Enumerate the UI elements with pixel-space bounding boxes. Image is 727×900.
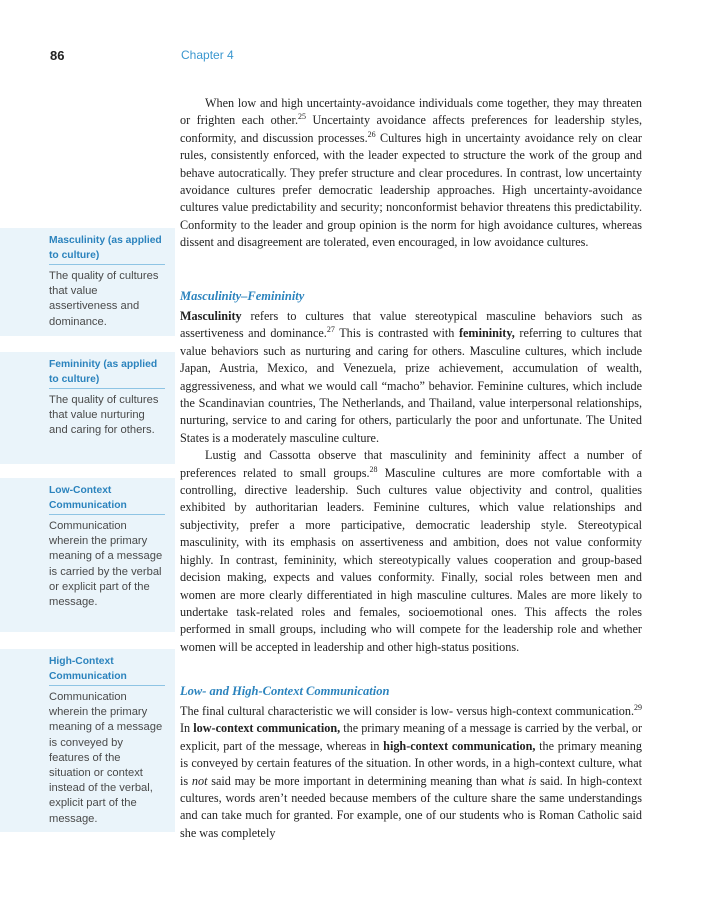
chapter-label: Chapter 4 — [181, 48, 234, 62]
paragraph-lustig-cassotta: Lustig and Cassotta observe that masculinity and femininity affect a number of preferences related to small groups.$^{28}$ Masculine cultures are more comfortable with a controlling, directive leadership. Such cultures value objectivity and control, qualities exhibited by authoritarian leaders. Feminine cultures, which value relationships and subjectivity, prefer a more participative, democratic leadership style. Stereotypical masculinity, with its emphasis on assertiveness and ambition, does not value conformity highly. In contrast, femininity, which stereotypically values cooperation and group-based decision making, expects and values conformity. Finally, social roles between men and women are more clearly differentiated in high masculine cultures. Males are more likely to undertake task-related roles and females, socioemotional ones. This affects the roles performed in small groups, including who will compete for the leadership role and whether women will be accepted in leadership and other high-status positions. — [180, 448, 642, 654]
glossary-definition: The quality of cultures that value assertiveness and dominance. — [49, 270, 159, 328]
glossary-term: High-Context Communication — [49, 654, 165, 686]
glossary-high-context — [0, 649, 175, 832]
page-number: 86 — [50, 48, 65, 63]
glossary-term: Femininity (as applied to culture) — [49, 357, 165, 389]
paragraph-context-communication: The final cultural characteristic we will consider is low- versus high-context communication.$^{29}$ In low-context communication, the primary meaning of a message is carried by the verbal, or explicit, part of the message, whereas in high-context communication, the primary meaning is conveyed by certain features of the situation. In other words, in a high-context culture, what is not said may be more important in determining meaning than what is said. In high-context cultures, words aren’t needed because members of the culture share the same understandings and can take much for granted. For example, one of our students who is Roman Catholic said she was completely — [180, 702, 643, 840]
paragraph-uncertainty-avoidance: When low and high uncertainty-avoidance individuals come together, they may threaten or frighten each other.$^{25}$ Uncertainty avoidance affects preferences for leadership styles, conformity, and discussion processes.$^{26}$ Cultures high in uncertainty avoidance rely on clear rules, consistently enforced, with the leader expected to structure the work of the group and behave autocratically. They prefer structure and clear procedures. In contrast, low uncertainty avoidance cultures prefer democratic leadership approaches. High uncertainty-avoidance cultures value predictability and security; nonconformist behavior threatens this predictability. Conformity to the leader and group opinion is the norm for high avoidance cultures, whereas dissent and disagreement are tolerated, even encouraged, in low avoidance cultures. — [180, 96, 642, 250]
glossary-definition: Communication wherein the primary meaning of a message is carried by the verbal or explicit part of the message. — [49, 520, 163, 609]
glossary-femininity — [0, 352, 175, 464]
section-heading-masculinity-femininity: Masculinity–Femininity — [180, 289, 305, 303]
glossary-definition: The quality of cultures that value nurturing and caring for others. — [49, 394, 159, 437]
paragraph-masculinity: Masculinity refers to cultures that value stereotypical masculine behaviors such as assertiveness and dominance.$^{27}$ This is contrasted with femininity, referring to cultures that value behaviors such as nurturing and caring for others. Masculine cultures, which include Japan, Austria, Mexico, and Venezuela, prize achievement, accumulation of wealth, aggressiveness, and what we would call “macho” behavior. Feminine cultures, which include the Scandinavian countries, The Netherlands, and Thailand, value interpersonal relationships, nurturing, service to and caring for others, particularly the poor and unfortunate. The United States is a moderately masculine culture. Lustig and Cassotta observe that masculinity and femininity affect a number of preferences related to small groups.$^{28}$ Masculine cultures are more comfortable with a controlling, directive leadership. Such cultures value objectivity and control, qualities exhibited by authoritarian leaders. Feminine cultures, which value relationships and subjectivity, prefer a more participative, democratic leadership style. Stereotypical masculinity, with its emphasis on assertiveness and ambition, does not value conformity highly. In contrast, femininity, which stereotypically values cooperation and group-based decision making, expects and values conformity. Finally, social roles between men and women are more clearly differentiated in high masculine cultures. Males are more likely to undertake task-related roles and females, socioemotional ones. This affects the roles performed in small groups, including who will compete for the leadership role and whether women will be accepted in leadership and other high-status positions. — [180, 308, 642, 656]
glossary-term: Masculinity (as applied to culture) — [49, 233, 165, 265]
glossary-term: Low-Context Communication — [49, 483, 165, 515]
glossary-masculinity — [0, 228, 175, 336]
glossary-low-context — [0, 478, 175, 632]
section-heading-context-communication: Low- and High-Context Communication — [180, 684, 390, 698]
glossary-definition: Communication wherein the primary meaning of a message is conveyed by features of the situation or context instead of the verbal, explicit part of the message. — [49, 691, 163, 825]
